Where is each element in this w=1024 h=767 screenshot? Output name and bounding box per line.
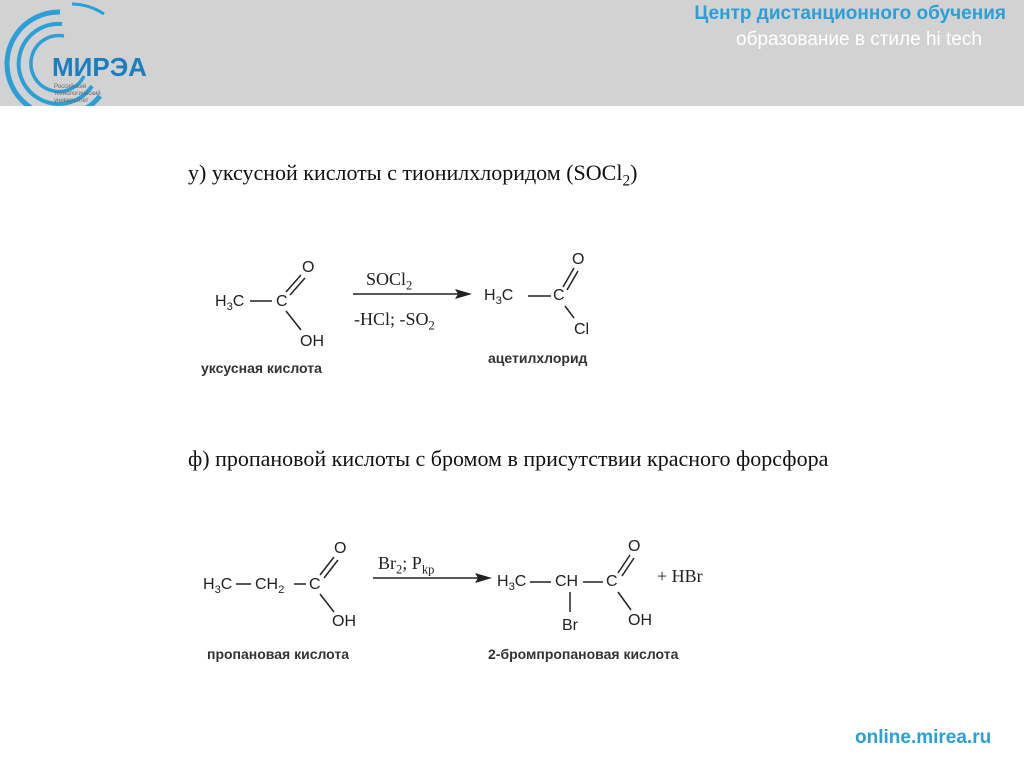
byproduct-hbr: + HBr [657,566,703,586]
acetic-carbon: C [276,293,288,310]
acetyl-chlorine: Cl [574,321,590,338]
svg-text:университет: университет [54,98,89,104]
propanoic-oxygen: O [334,540,347,557]
acetic-oxygen: O [302,259,315,276]
reagent-br2-p: $Br_2$; $P_{kp}$ [378,553,435,577]
propanoic-ch2: $CH_2$ [255,576,285,597]
propanoic-hydroxyl: OH [332,613,356,630]
acetic-acid-label: уксусная кислота [201,360,322,376]
header-subtitle: образование в стиле hi tech [736,29,982,50]
bromo-ch3: $H_3C$ [497,573,527,594]
reagent-socl2: SOCl$_2$ [366,269,413,293]
bromo-bromine: Br [562,617,578,634]
reagent-byproducts: -HCl; $-SO_2$ [354,309,435,333]
bromo-oxygen: O [628,538,641,555]
bromo-carbon: C [606,573,618,590]
section-f-heading: ф) пропановой кислоты с бромом в присутствии красного форсфора [188,446,829,471]
header-title: Центр дистанционного обучения [694,3,1006,24]
propanoic-ch3: $H_3C$ [203,576,233,597]
acetic-hydroxyl: OH [300,333,324,350]
bromopropanoic-acid-label: 2-бромпропановая кислота [488,646,679,662]
acetyl-oxygen: O [572,251,585,268]
bromo-hydroxyl: OH [628,612,652,629]
acetyl-carbon: C [553,287,565,304]
svg-text:Российский: Российский [54,84,87,90]
bromo-ch: CH [555,573,579,590]
footer-url[interactable]: online.mirea.ru [855,727,992,748]
section-u-heading: у) уксусной кислоты с тионилхлоридом (SOCl$_2$) [188,160,638,190]
propanoic-carbon: C [309,576,321,593]
propanoic-acid-label: пропановая кислота [207,646,350,662]
acetic-ch3: $H_3C$ [215,293,245,314]
logo-text: МИРЭА [52,52,147,82]
acetyl-chloride-label: ацетилхлорид [488,350,588,366]
svg-text:технологический: технологический [54,91,101,97]
acetyl-ch3: $H_3C$ [484,287,514,308]
